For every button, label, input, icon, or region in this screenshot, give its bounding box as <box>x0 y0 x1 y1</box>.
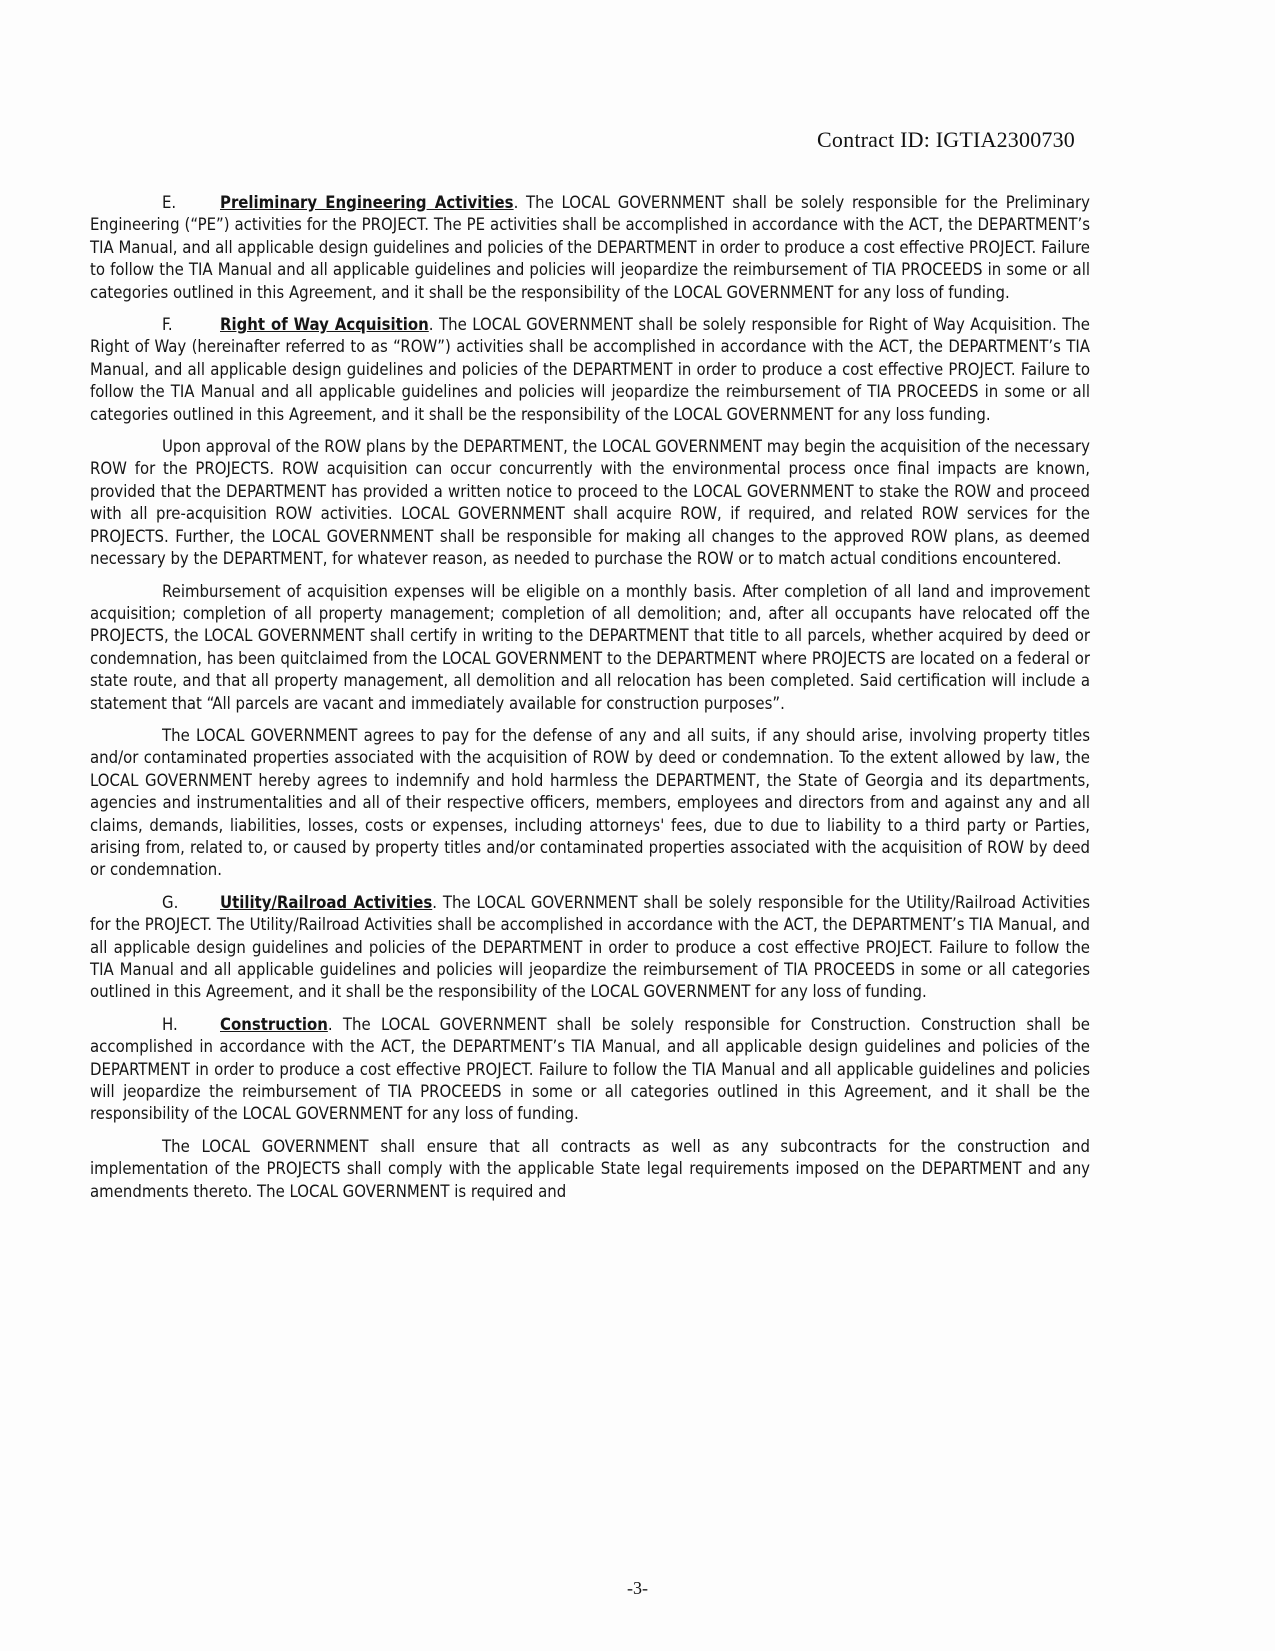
section-text: . The LOCAL GOVERNMENT shall be solely responsible for the Preliminary Engineering (“PE”) activities for the PROJECT. The PE activities shall be accomplished in accordance with the ACT, the DEPARTMENT’s TIA Manual, and all applicable design guidelines and policies of the DEPARTMENT in order to produce a cost effective PROJECT. Failure to follow the TIA Manual and all applicable guidelines and policies will jeopardize the reimbursement of TIA PROCEEDS in some or all categories outlined in this Agreement, and it shall be the responsibility of the LOCAL GOVERNMENT for any loss of funding. <box>90 193 1090 302</box>
section-letter: H. <box>162 1014 178 1034</box>
section-heading: Construction <box>220 1014 328 1034</box>
section-heading: Preliminary Engineering Activities <box>220 193 514 212</box>
section-heading: Right of Way Acquisition <box>220 315 429 335</box>
paragraph-contracts-compliance: The LOCAL GOVERNMENT shall ensure that all contracts as well as any subcontracts for the construction and implementation of the PROJECTS shall comply with the applicable State legal requirements imposed on the DEPARTMENT and any amendments thereto. The LOCAL GOVERNMENT is required and <box>90 1136 1090 1201</box>
section-g-utility-railroad <box>90 892 1090 1004</box>
section-text: . The LOCAL GOVERNMENT shall be solely responsible for Construction. Construction shall be accomplished in accordance with the ACT, the DEPARTMENT’s TIA Manual, and all applicable design guidelines and policies of the DEPARTMENT in order to produce a cost effective PROJECT. Failure to follow the TIA Manual and all applicable guidelines and policies will jeopardize the reimbursement of TIA PROCEEDS in some or all categories outlined in this Agreement, and it shall be the responsibility of the LOCAL GOVERNMENT for any loss of funding. <box>90 1014 1090 1124</box>
section-letter: E. <box>162 193 177 212</box>
page-number: -3- <box>627 1578 648 1598</box>
contract-id: Contract ID: IGTIA2300730 <box>817 127 1075 152</box>
paragraph-row-approval: Upon approval of the ROW plans by the DEPARTMENT, the LOCAL GOVERNMENT may begin the acquisition of the necessary ROW for the PROJECTS. ROW acquisition can occur concurrently with the environmental process once final impacts are known, provided that the DEPARTMENT has provided a written notice to proceed to the LOCAL GOVERNMENT to stake the ROW and proceed with all pre-acquisition ROW activities. LOCAL GOVERNMENT shall acquire ROW, if required, and related ROW services for the PROJECTS. Further, the LOCAL GOVERNMENT shall be responsible for making all changes to the approved ROW plans, as deemed necessary by the DEPARTMENT, for whatever reason, as needed to purchase the ROW or to match actual conditions encountered. <box>90 437 1090 569</box>
paragraph-indemnification: The LOCAL GOVERNMENT agrees to pay for the defense of any and all suits, if any should arise, involving property titles and/or contaminated properties associated with the acquisition of ROW by deed or condemnation. To the extent allowed by law, the LOCAL GOVERNMENT hereby agrees to indemnify and hold harmless the DEPARTMENT, the State of Georgia and its departments, agencies and instrumentalities and all of their respective officers, members, employees and directors from and against any and all claims, demands, liabilities, losses, costs or expenses, including attorneys' fees, due to due to liability to a third party or Parties, arising from, related to, or caused by property titles and/or contaminated properties associated with the acquisition of ROW by deed or condemnation. <box>90 725 1090 880</box>
section-letter: F. <box>162 315 173 335</box>
section-text: . The LOCAL GOVERNMENT shall be solely responsible for Right of Way Acquisition. The Right of Way (hereinafter referred to as “ROW”) activities shall be accomplished in accordance with the ACT, the DEPARTMENT’s TIA Manual, and all applicable design guidelines and policies of the DEPARTMENT in order to produce a cost effective PROJECT. Failure to follow the TIA Manual and all applicable guidelines and policies will jeopardize the reimbursement of TIA PROCEEDS in some or all categories outlined in this Agreement, and it shall be the responsibility of the LOCAL GOVERNMENT for any loss funding. <box>90 315 1090 424</box>
paragraph-reimbursement: Reimbursement of acquisition expenses will be eligible on a monthly basis. After completion of all land and improvement acquisition; completion of all property management; completion of all demolition; and, after all occupants have relocated off the PROJECTS, the LOCAL GOVERNMENT shall certify in writing to the DEPARTMENT that title to all parcels, whether acquired by deed or condemnation, has been quitclaimed from the LOCAL GOVERNMENT to the DEPARTMENT where PROJECTS are located on a federal or state route, and that all property management, all demolition and all relocation has been completed. Said certification will include a statement that “All parcels are vacant and immediately available for construction purposes”. <box>90 581 1090 713</box>
section-letter: G. <box>162 892 179 912</box>
document-body <box>90 192 1090 1213</box>
section-e-preliminary-engineering <box>90 192 1090 304</box>
section-heading: Utility/Railroad Activities <box>220 892 433 912</box>
section-text: . The LOCAL GOVERNMENT shall be solely responsible for the Utility/Railroad Activities for the PROJECT. The Utility/Railroad Activities shall be accomplished in accordance with the ACT, the DEPARTMENT’s TIA Manual, and all applicable design guidelines and policies of the DEPARTMENT in order to produce a cost effective PROJECT. Failure to follow the TIA Manual and all applicable guidelines and policies will jeopardize the reimbursement of TIA PROCEEDS in some or all categories outlined in this Agreement, and it shall be the responsibility of the LOCAL GOVERNMENT for any loss of funding. <box>90 892 1090 1002</box>
section-h-construction <box>90 1014 1090 1126</box>
section-f-right-of-way <box>90 314 1090 426</box>
